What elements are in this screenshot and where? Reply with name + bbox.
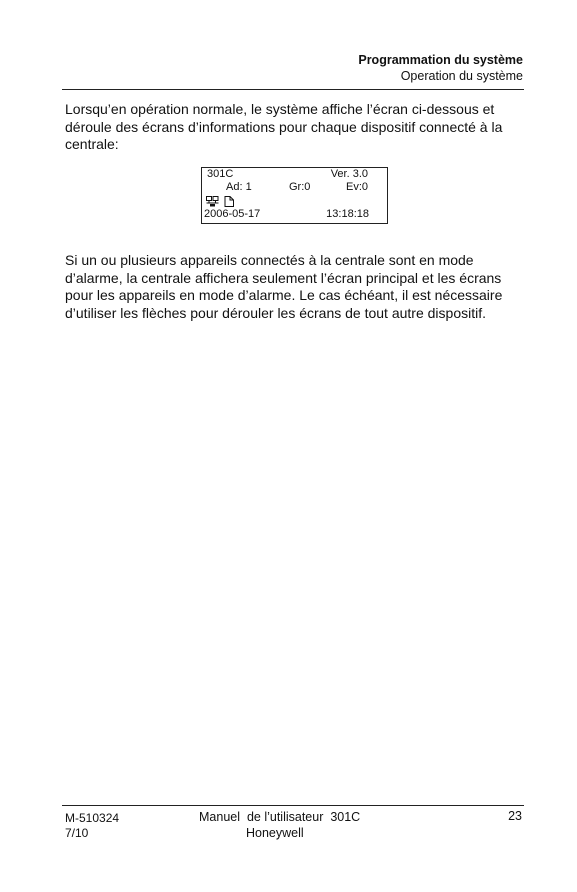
network-icon <box>206 196 219 207</box>
lcd-row-3 <box>202 195 387 208</box>
footer-doc-info <box>65 811 119 841</box>
manual-title: Manuel de l’utilisateur 301C <box>199 810 361 824</box>
alarm-paragraph: Si un ou plusieurs appareils connectés à la centrale sont en mode d’alarme, la centrale affichera seulement l’écran principal et les écrans pour les appareils en mode d’alarme. Le cas échéant, il est nécessaire d’utiliser les flèches pour dérouler les écrans de tout autre dispositif. <box>65 252 503 321</box>
footer-manual-info <box>199 809 360 841</box>
lcd-model: 301C <box>207 168 234 180</box>
lcd-row-2 <box>202 181 387 194</box>
lcd-time: 13:18:18 <box>326 208 369 220</box>
lcd-group: Gr:0 <box>289 181 311 193</box>
lcd-date: 2006-05-17 <box>204 208 261 220</box>
lcd-events: Ev:0 <box>345 181 368 193</box>
lcd-row-4 <box>202 208 387 221</box>
page-number: 23 <box>508 809 522 823</box>
lcd-address: Ad: 1 <box>226 181 252 193</box>
lcd-version: Ver. 3.0 <box>330 168 368 180</box>
page-header <box>358 52 523 84</box>
subsection-title: Operation du système <box>400 69 523 83</box>
header-rule <box>62 89 524 90</box>
intro-paragraph: Lorsqu’en opération normale, le système affiche l’écran ci-dessous et déroule des écrans d’informations pour chaque dispositif connecté à la centrale: <box>65 101 503 152</box>
card-icon <box>224 196 235 207</box>
brand-name: Honeywell <box>246 826 304 840</box>
lcd-row-1 <box>202 168 387 181</box>
doc-date: 7/10 <box>65 826 89 840</box>
lcd-display-example <box>201 167 388 224</box>
section-title: Programmation du système <box>358 53 523 67</box>
doc-number: M-510324 <box>65 811 120 825</box>
footer-rule <box>62 805 524 806</box>
